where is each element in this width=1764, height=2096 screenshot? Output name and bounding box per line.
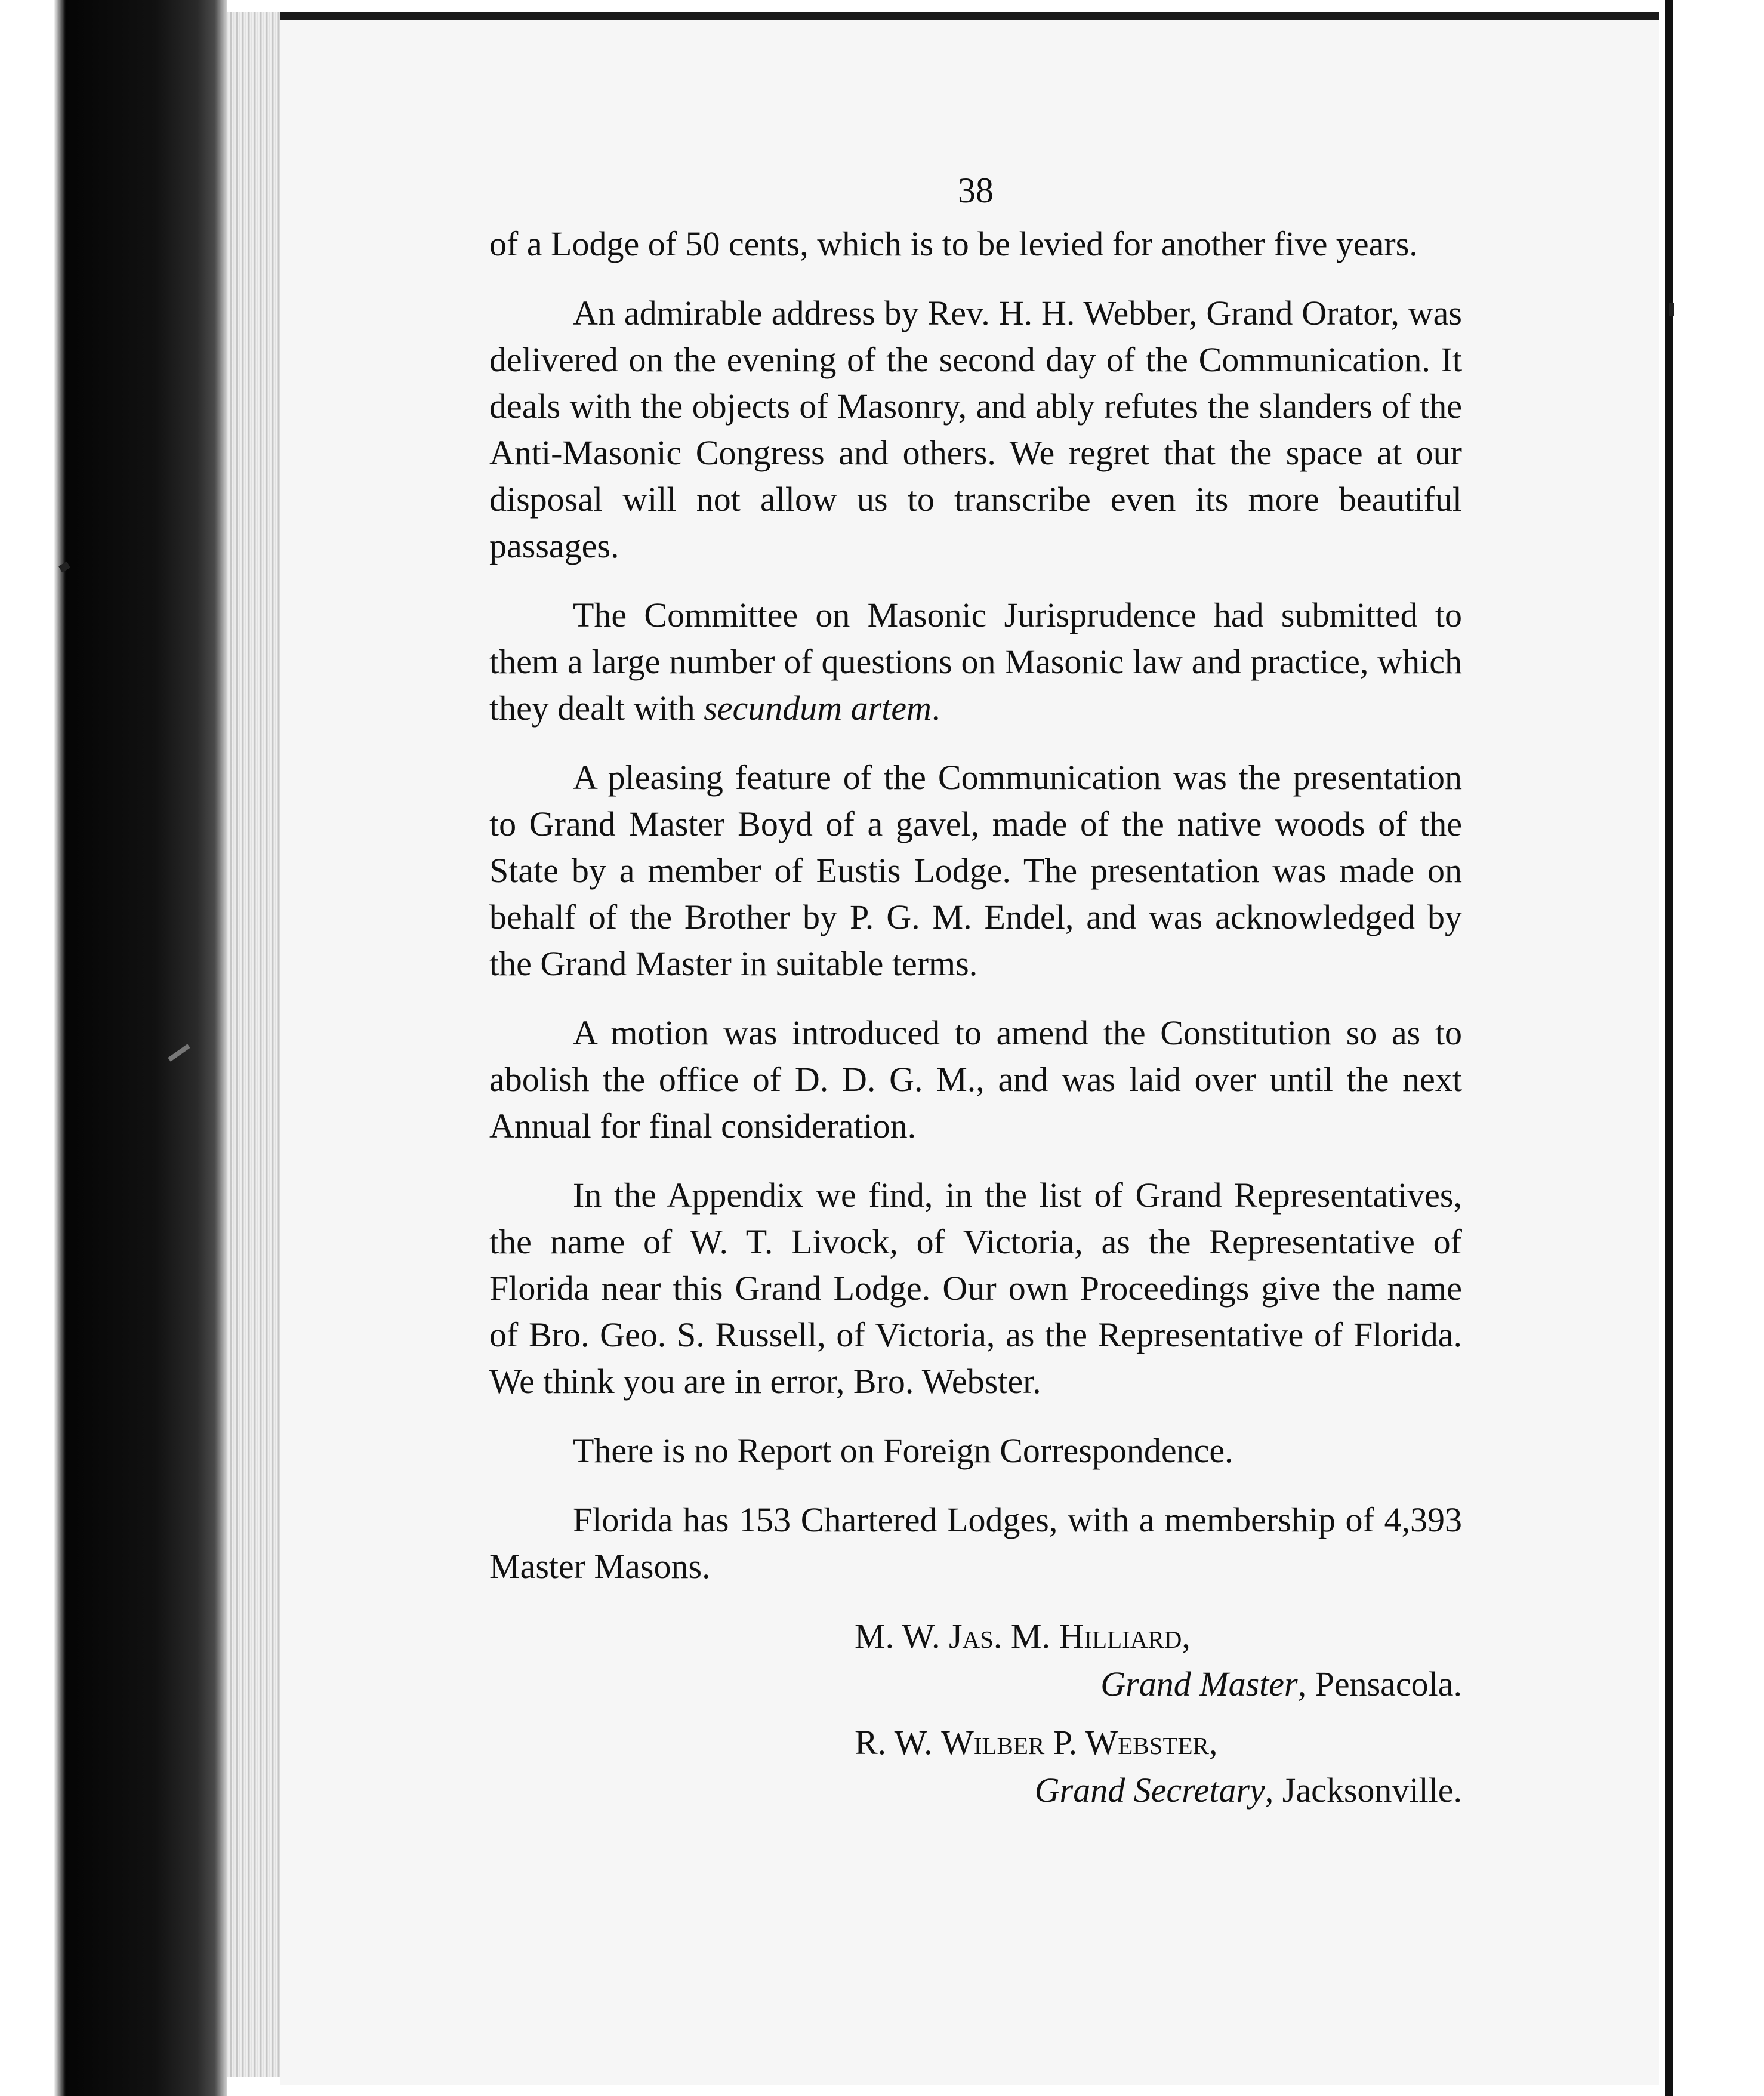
signatory-name — [489, 1719, 1462, 1767]
paragraph: There is no Report on Foreign Correspondence. — [573, 1431, 1233, 1470]
paragraph: Florida has 153 Chartered Lodges, with a membership of 4,393 Master Masons. — [489, 1500, 1462, 1586]
signatory-place: , Jacksonville. — [1265, 1771, 1462, 1810]
page-edges — [227, 12, 280, 2077]
book-spine-shadow — [0, 0, 227, 2096]
signature-grand-master — [489, 1613, 1462, 1708]
signatory-place: , Pensacola. — [1297, 1665, 1462, 1703]
signatory-name — [489, 1613, 1462, 1660]
signatory-office: Grand Secretary — [1034, 1771, 1265, 1810]
page-number: 38 — [958, 171, 994, 210]
signatory-title — [489, 1767, 1462, 1814]
paragraph-text: The Committee on Masonic Jurisprudence had submitted to them a large number of questions on Masonic law and practice, which they dealt with — [489, 596, 1462, 728]
signatory-rank: M. W. — [855, 1617, 949, 1656]
paragraph: An admirable address by Rev. H. H. Webber, Grand Orator, was delivered on the evening of the second day of the Communication. It deals with the objects of Masonry, and ably refutes the slanders of the Anti-Masonic Congress and others. We regret that the space at our disposal will not allow us to transcribe even its more beautiful passages. — [489, 294, 1462, 565]
signatory-title — [489, 1660, 1462, 1708]
paragraph: A motion was introduced to amend the Constitution so as to abolish the office of D. D. G. M., and was laid over until the next Annual for final consideration. — [489, 1013, 1462, 1145]
paragraph: In the Appendix we find, in the list of Grand Representatives, the name of W. T. Livock, of Victoria, as the Representative of Florida near this Grand Lodge. Our own Proceedings give the name of Bro. Geo. S. Russell, of Victoria, as the Representative of Florida. We think you are in error, Bro. Webster. — [489, 1176, 1462, 1401]
paragraph: A pleasing feature of the Communication was the presentation to Grand Master Boyd of a gavel, made of the native woods of the State by a member of Eustis Lodge. The presentation was made on behalf of the Brother by P. G. M. Endel, and was acknowledged by the Grand Master in suitable terms. — [489, 758, 1462, 983]
margin-mark — [1669, 303, 1674, 316]
signatory-office: Grand Master — [1100, 1665, 1298, 1703]
signatory-rank: R. W. — [855, 1723, 942, 1762]
paragraph — [489, 592, 1462, 732]
signatory-fullname: Jas. M. Hilliard, — [948, 1617, 1191, 1656]
signatory-fullname: Wilber P. Webster, — [941, 1723, 1218, 1762]
paragraph: of a Lodge of 50 cents, which is to be levied for another five years. — [489, 224, 1418, 263]
latin-phrase: secundum artem — [704, 689, 932, 728]
document-body — [489, 167, 1462, 1814]
right-margin — [1673, 0, 1764, 2096]
signature-grand-secretary — [489, 1719, 1462, 1814]
paragraph-end: . — [931, 689, 940, 728]
